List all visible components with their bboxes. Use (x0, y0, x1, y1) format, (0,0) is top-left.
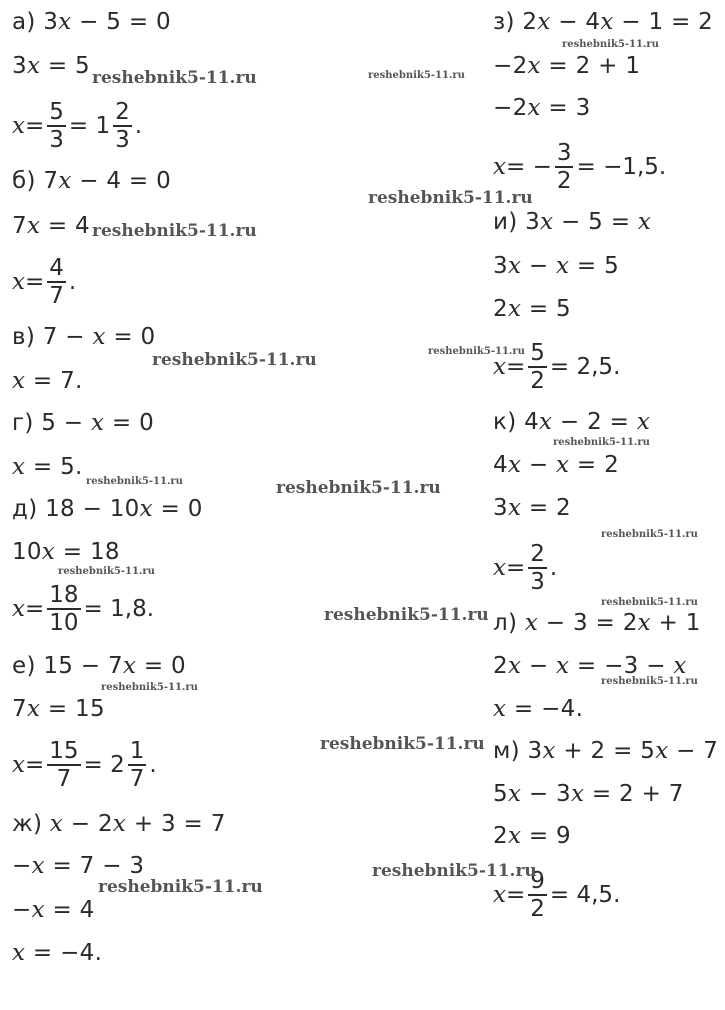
fraction: $\frac{5}{2}$ (530, 340, 545, 394)
fraction: $\frac{18}{10}$ (49, 582, 79, 636)
watermark: reshebnik5-11.ru (368, 70, 465, 81)
eq-k-line3: 3x = 2 (493, 495, 571, 521)
watermark: reshebnik5-11.ru (92, 221, 257, 241)
eq-i-line1: и) 3x − 5 = x (493, 209, 652, 235)
watermark: reshebnik5-11.ru (553, 437, 650, 448)
fraction: $\frac{3}{2}$ (556, 140, 572, 194)
eq-i-line2: 3x − x = 5 (493, 253, 620, 279)
fraction: $\frac{9}{2}$ (530, 868, 545, 922)
eq-d-line3: x = $\frac{18}{10}$ = 1,8. (12, 582, 155, 636)
watermark: reshebnik5-11.ru (372, 861, 537, 881)
eq-m-line2: 5x − 3x = 2 + 7 (493, 781, 684, 807)
watermark: reshebnik5-11.ru (428, 346, 525, 357)
fraction: $\frac{2}{3}$ (115, 99, 130, 153)
eq-k-line2: 4x − x = 2 (493, 452, 620, 478)
eq-z-line2: −2x = 2 + 1 (493, 53, 641, 79)
watermark: reshebnik5-11.ru (86, 476, 183, 487)
eq-zh-line3: −x = 4 (12, 897, 95, 923)
eq-v-line2: x = 7. (12, 368, 83, 394)
eq-g-line1: г) 5 − x = 0 (12, 410, 155, 436)
watermark: reshebnik5-11.ru (601, 597, 698, 608)
eq-i-line4: x = $\frac{5}{2}$ = 2,5. (493, 340, 621, 394)
watermark: reshebnik5-11.ru (276, 478, 441, 498)
eq-z-line1: з) 2x − 4x − 1 = 2 (493, 9, 714, 35)
eq-l-line2: 2x − x = −3 − x (493, 653, 687, 679)
fraction: $\frac{5}{3}$ (49, 99, 64, 153)
watermark: reshebnik5-11.ru (152, 350, 317, 370)
fraction: $\frac{15}{7}$ (49, 738, 79, 792)
watermark: reshebnik5-11.ru (101, 682, 198, 693)
eq-k-line4: x = $\frac{2}{3}$ . (493, 541, 558, 595)
watermark: reshebnik5-11.ru (562, 39, 659, 50)
eq-z-line3: −2x = 3 (493, 95, 591, 121)
eq-d-line1: д) 18 − 10x = 0 (12, 496, 203, 522)
watermark: reshebnik5-11.ru (98, 877, 263, 897)
eq-zh-line1: ж) x − 2x + 3 = 7 (12, 811, 226, 837)
eq-m-line4: x = $\frac{9}{2}$ = 4,5. (493, 868, 621, 922)
eq-m-line3: 2x = 9 (493, 823, 571, 849)
watermark: reshebnik5-11.ru (320, 734, 485, 754)
eq-m-line1: м) 3x + 2 = 5x − 7 (493, 738, 719, 764)
watermark: reshebnik5-11.ru (92, 68, 257, 88)
eq-g-line2: x = 5. (12, 454, 83, 480)
eq-zh-line2: −x = 7 − 3 (12, 853, 145, 879)
watermark: reshebnik5-11.ru (368, 188, 533, 208)
eq-b-line1: б) 7x − 4 = 0 (12, 168, 172, 194)
fraction: $\frac{1}{7}$ (129, 738, 145, 792)
watermark: reshebnik5-11.ru (601, 529, 698, 540)
fraction: $\frac{4}{7}$ (49, 255, 64, 309)
watermark: reshebnik5-11.ru (58, 566, 155, 577)
eq-b-line2: 7x = 4 (12, 213, 90, 239)
eq-a-line2: 3x = 5 (12, 53, 90, 79)
eq-l-line1: л) x − 3 = 2x + 1 (493, 610, 701, 636)
eq-z-line4: x = − $\frac{3}{2}$ = −1,5. (493, 140, 667, 194)
eq-a-line1: а) 3x − 5 = 0 (12, 9, 171, 35)
eq-i-line3: 2x = 5 (493, 296, 571, 322)
eq-e-line1: е) 15 − 7x = 0 (12, 653, 186, 679)
eq-k-line1: к) 4x − 2 = x (493, 409, 651, 435)
eq-a-line3: x = $\frac{5}{3}$ = 1 $\frac{2}{3}$ . (12, 99, 143, 153)
eq-b-line3: x = $\frac{4}{7}$ . (12, 255, 77, 309)
eq-d-line2: 10x = 18 (12, 539, 120, 565)
watermark: reshebnik5-11.ru (324, 605, 489, 625)
eq-e-line3: x = $\frac{15}{7}$ = 2 $\frac{1}{7}$ . (12, 738, 157, 792)
eq-zh-line4: x = −4. (12, 940, 103, 966)
fraction: $\frac{2}{3}$ (530, 541, 545, 595)
eq-v-line1: в) 7 − x = 0 (12, 324, 156, 350)
eq-l-line3: x = −4. (493, 696, 584, 722)
watermark: reshebnik5-11.ru (601, 676, 698, 687)
eq-e-line2: 7x = 15 (12, 696, 105, 722)
